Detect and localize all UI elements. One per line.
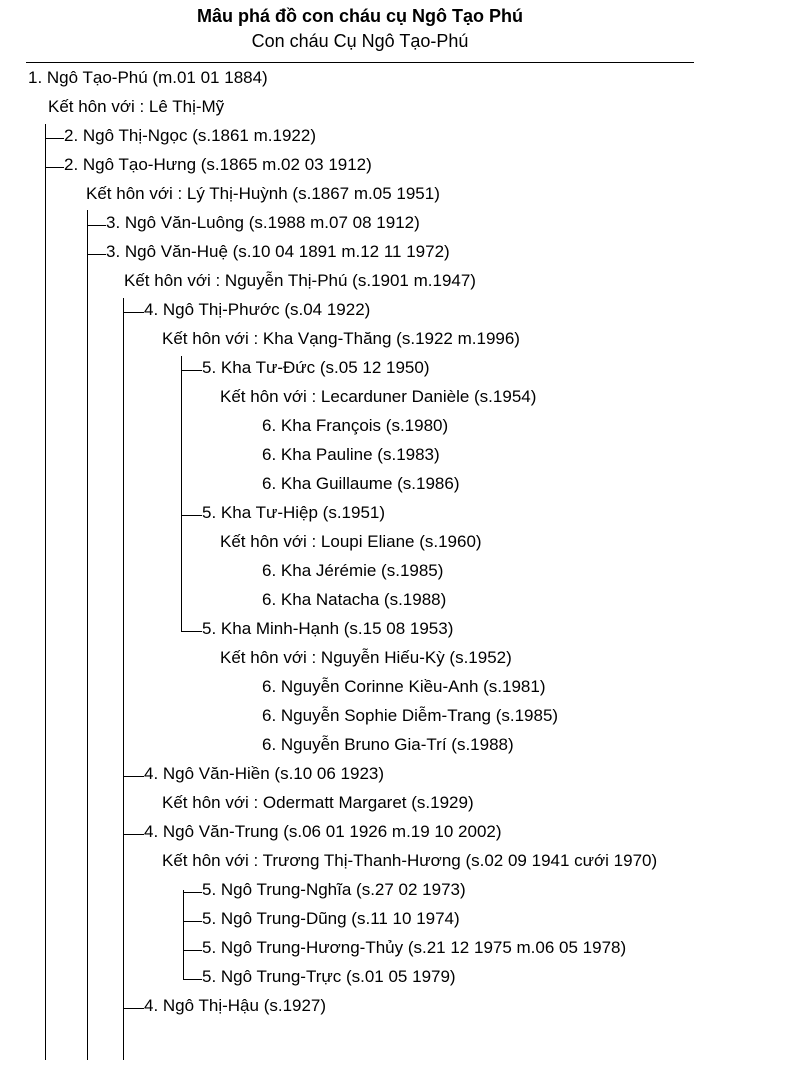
child-entry: 6. Nguyễn Bruno Gia-Trí (s.1988)	[262, 735, 514, 754]
tree-connector-horizontal	[183, 921, 202, 922]
child-entry: 6. Nguyễn Sophie Diễm-Trang (s.1985)	[262, 706, 559, 725]
person-entry: 5. Ngô Trung-Trực (s.01 05 1979)	[202, 967, 456, 986]
spouse-entry: Kết hôn với : Lý Thị-Huỳnh (s.1867 m.05 1951)	[86, 184, 440, 203]
spouse-entry: Kết hôn với : Kha Vạng-Thăng (s.1922 m.1996)	[162, 329, 520, 348]
spouse-entry: Kết hôn với : Lecarduner Danièle (s.1954)	[220, 387, 537, 406]
child-entry: 6. Kha François (s.1980)	[262, 416, 449, 435]
tree-connector-horizontal	[123, 1008, 144, 1009]
title-divider	[26, 62, 694, 63]
spouse-entry: Kết hôn với : Lê Thị-Mỹ	[48, 97, 225, 116]
tree-connector-horizontal	[183, 892, 202, 893]
person-entry: 2. Ngô Tạo-Hưng (s.1865 m.02 03 1912)	[64, 155, 372, 174]
child-entry: 6. Kha Jérémie (s.1985)	[262, 561, 444, 580]
person-entry: 5. Ngô Trung-Hương-Thủy (s.21 12 1975 m.06 05 1978)	[202, 938, 627, 957]
tree-connector-vertical	[45, 124, 46, 1060]
person-entry: 4. Ngô Văn-Hiền (s.10 06 1923)	[144, 764, 385, 783]
spouse-entry: Kết hôn với : Nguyễn Thị-Phú (s.1901 m.1947)	[124, 271, 476, 290]
tree-connector-horizontal	[87, 225, 106, 226]
tree-connector-vertical	[181, 356, 182, 631]
spouse-entry: Kết hôn với : Nguyễn Hiếu-Kỳ (s.1952)	[220, 648, 512, 667]
person-entry: 3. Ngô Văn-Huệ (s.10 04 1891 m.12 11 1972)	[106, 242, 450, 261]
tree-connector-horizontal	[123, 834, 144, 835]
tree-connector-horizontal	[45, 138, 64, 139]
tree-connector-vertical	[183, 890, 184, 979]
spouse-entry: Kết hôn với : Trương Thị-Thanh-Hương (s.02 09 1941 cưới 1970)	[162, 851, 658, 870]
page-subtitle: Con cháu Cụ Ngô Tạo-Phú	[251, 31, 469, 51]
person-entry: 4. Ngô Văn-Trung (s.06 01 1926 m.19 10 2002)	[144, 822, 502, 841]
child-entry: 6. Kha Natacha (s.1988)	[262, 590, 447, 609]
tree-connector-horizontal	[123, 312, 144, 313]
page-title: Mâu phá đồ con cháu cụ Ngô Tạo Phú	[196, 6, 523, 26]
spouse-entry: Kết hôn với : Odermatt Margaret (s.1929)	[162, 793, 474, 812]
person-entry: 1. Ngô Tạo-Phú (m.01 01 1884)	[28, 68, 268, 87]
person-entry: 5. Kha Minh-Hạnh (s.15 08 1953)	[202, 619, 454, 638]
person-entry: 5. Ngô Trung-Nghĩa (s.27 02 1973)	[202, 880, 466, 899]
tree-connector-horizontal	[181, 370, 202, 371]
child-entry: 6. Nguyễn Corinne Kiều-Anh (s.1981)	[262, 677, 546, 696]
tree-connector-horizontal	[181, 631, 202, 632]
child-entry: 6. Kha Pauline (s.1983)	[262, 445, 440, 464]
child-entry: 6. Kha Guillaume (s.1986)	[262, 474, 460, 493]
tree-connector-horizontal	[123, 776, 144, 777]
person-entry: 5. Kha Tư-Hiệp (s.1951)	[202, 503, 386, 522]
person-entry: 5. Kha Tư-Đức (s.05 12 1950)	[202, 358, 430, 377]
person-entry: 3. Ngô Văn-Luông (s.1988 m.07 08 1912)	[106, 213, 420, 232]
person-entry: 4. Ngô Thị-Hậu (s.1927)	[144, 996, 327, 1015]
tree-connector-horizontal	[181, 515, 202, 516]
person-entry: 5. Ngô Trung-Dũng (s.11 10 1974)	[202, 909, 460, 928]
tree-connector-horizontal	[183, 979, 202, 980]
person-entry: 4. Ngô Thị-Phước (s.04 1922)	[144, 300, 371, 319]
tree-connector-horizontal	[87, 254, 106, 255]
tree-connector-vertical	[87, 210, 88, 1060]
tree-connector-horizontal	[183, 950, 202, 951]
tree-connector-horizontal	[45, 167, 64, 168]
tree-connector-vertical	[123, 298, 124, 1060]
person-entry: 2. Ngô Thị-Ngọc (s.1861 m.1922)	[64, 126, 316, 145]
spouse-entry: Kết hôn với : Loupi Eliane (s.1960)	[220, 532, 482, 551]
